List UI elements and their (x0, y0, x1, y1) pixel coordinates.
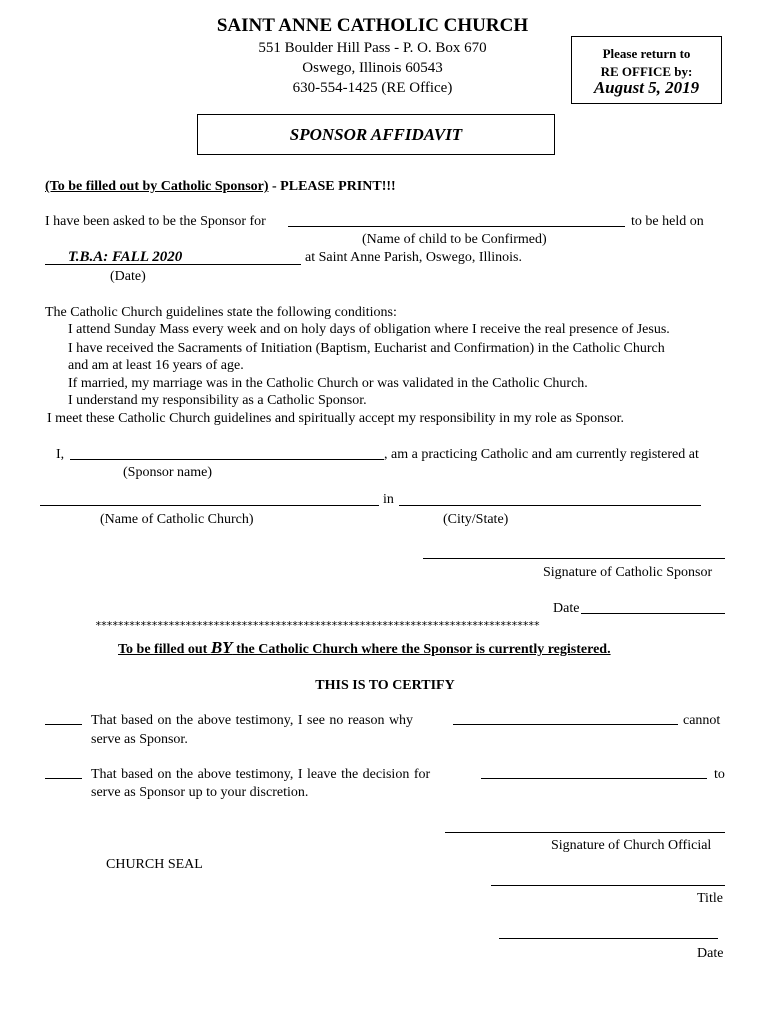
return-line-2: RE OFFICE by: (600, 64, 693, 79)
location-text: at Saint Anne Parish, Oswego, Illinois. (305, 250, 522, 265)
guidelines-closing: I meet these Catholic Church guidelines and spiritually accept my responsibility in my role as Sponsor. (47, 411, 625, 426)
church-section-heading (118, 639, 611, 658)
in-word: in (383, 492, 394, 507)
option-1-checkbox-line[interactable] (45, 724, 82, 725)
option-2-text-line-2: serve as Sponsor up to your discretion. (91, 785, 309, 800)
guideline-item: I attend Sunday Mass every week and on holy days of obligation where I receive the real presence of Jesus. (68, 322, 670, 337)
instruction-line (45, 178, 396, 195)
sponsor-for-prefix: I have been asked to be the Sponsor for (45, 214, 266, 229)
sponsor-name-caption: (Sponsor name) (123, 465, 213, 480)
church-caption: (Name of Catholic Church) (100, 512, 254, 527)
date-value: T.B.A: FALL 2020 (68, 249, 183, 265)
guideline-item: If married, my marriage was in the Catholic Church or was validated in the Catholic Church. (68, 376, 588, 391)
option-2-text-b: to (714, 767, 725, 782)
guidelines-intro: The Catholic Church guidelines state the following conditions: (45, 305, 397, 320)
heading-by: BY (210, 638, 233, 657)
sponsor-for-suffix: to be held on (631, 214, 704, 229)
child-name-caption: (Name of child to be Confirmed) (362, 232, 547, 247)
statement-suffix: , am a practicing Catholic and am currently registered at (384, 447, 699, 462)
heading-part-1: To be filled out (118, 642, 211, 657)
option-2-name-field[interactable] (481, 778, 707, 779)
address-line-1: 551 Boulder Hill Pass - P. O. Box 670 (258, 40, 487, 56)
sponsor-date-label: Date (553, 601, 580, 616)
sponsor-signature-caption: Signature of Catholic Sponsor (543, 565, 713, 580)
official-title-caption: Title (697, 891, 723, 906)
church-name-field[interactable] (40, 505, 379, 506)
church-seal-label: CHURCH SEAL (106, 857, 203, 872)
address-line-2: Oswego, Illinois 60543 (302, 60, 443, 76)
official-date-field[interactable] (499, 938, 718, 939)
official-date-caption: Date (697, 946, 724, 961)
instruction-underlined: (To be filled out by Catholic Sponsor) (45, 179, 269, 194)
option-1-text-a: That based on the above testimony, I see no reason why (91, 713, 414, 728)
official-title-field[interactable] (491, 885, 725, 886)
option-1-name-field[interactable] (453, 724, 678, 725)
address-line-3: 630-554-1425 (RE Office) (292, 80, 453, 96)
guideline-item: I understand my responsibility as a Catholic Sponsor. (68, 393, 367, 408)
option-2-text-a: That based on the above testimony, I leave the decision for (91, 767, 431, 782)
city-caption: (City/State) (443, 512, 509, 527)
form-title-box (197, 114, 555, 155)
church-name: SAINT ANNE CATHOLIC CHURCH (216, 15, 529, 36)
separator: ******************************************************************************* (95, 619, 540, 632)
instruction-rest: - PLEASE PRINT!!! (268, 179, 396, 194)
guideline-item: and am at least 16 years of age. (68, 358, 244, 373)
sponsor-date-field[interactable] (581, 613, 725, 614)
heading-part-2: the Catholic Church where the Sponsor is currently registered. (232, 642, 611, 657)
return-line-1: Please return to (602, 46, 691, 61)
sponsor-signature-field[interactable] (423, 558, 725, 559)
child-name-field[interactable] (288, 226, 625, 227)
official-signature-caption: Signature of Church Official (551, 838, 712, 853)
certify-heading: THIS IS TO CERTIFY (315, 678, 455, 693)
statement-prefix: I, (56, 447, 65, 462)
guideline-item: I have received the Sacraments of Initiation (Baptism, Eucharist and Confirmation) in the Catholic Church (68, 341, 665, 356)
sponsor-name-field[interactable] (70, 459, 384, 460)
return-date: August 5, 2019 (593, 78, 700, 97)
option-1-text-line-2: serve as Sponsor. (91, 732, 188, 747)
city-state-field[interactable] (399, 505, 701, 506)
option-2-checkbox-line[interactable] (45, 778, 82, 779)
date-caption: (Date) (110, 269, 146, 284)
return-by-box (571, 36, 722, 104)
option-1-text-b: cannot (683, 713, 721, 728)
form-title: SPONSOR AFFIDAVIT (289, 125, 463, 144)
official-signature-field[interactable] (445, 832, 725, 833)
